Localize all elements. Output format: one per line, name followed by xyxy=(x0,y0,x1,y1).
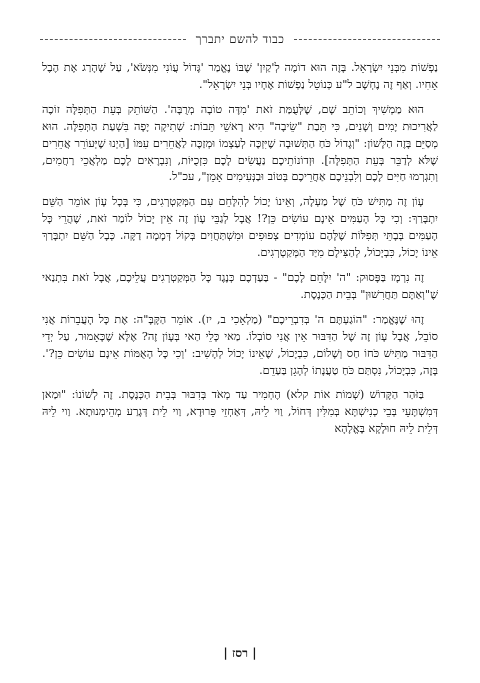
paragraph: בַּזֹּהַר הַקָּדוֹשׁ (שְׁמוֹת אוֹת קלא) הֶחְמִיר עַד מְאֹד בְּדִבּוּר בְּבֵית הַכְּנֶסֶת. זֶה לְשׁוֹנוֹ: "וּמַאן דְּמִשְׁתָּעֵי בְּבֵי כְנִישְׁתָּא בְּמִלִּין דְּחוֹל, וַוי לֵיהּ, דְּאַחְזֵי פֵּרוּדָא, וַוי לֵית דְּגָרַע מְהֵימְנוּתָא. וַוי לֵיהּ דְּלֵית לֵיהּ חוּלָקָא בֶּאֱלָהָא xyxy=(42,388,438,436)
header-rule-right xyxy=(294,39,440,40)
page-number: | רסז | xyxy=(223,646,257,660)
paragraph: זֶה נִרְמָז בַּפָּסוּק: "ה' יִלָּחֵם לָכֶם" - בַּעַדְכֶם כְּנֶגֶד כָּל הַמְּקַטְרְגִים עֲלֵיכֶם, אֲבָל זֹאת בִּתְנַאי שֶׁ"וְאַתֶּם תַּחֲרִשׁוּן" בְּבֵית הַכְּנֶסֶת. xyxy=(42,270,438,301)
paragraph: נַפְשׁוֹת מִבְּנֵי יִשְׂרָאֵל. בָּזֶה הוּא דוֹמֶה לְ'קַיִן' שֶׁבּוֹ נֶאֱמַר 'גָּדוֹל עֲוֹנִי מִנְּשֹׂא', עַל שֶׁהָרַג אֶת הֶבֶל אָחִיו. וְאַף זֶה נֶחְשָׁב ל"ע כְּנוֹטֵל נַפְשׁוֹת אֶחָיו בְּנֵי יִשְׂרָאֵל". xyxy=(42,61,438,91)
paragraph: עָוֹן זֶה מַתִּישׁ כֹּחַ שֶׁל מַעְלָה, וְאֵינוֹ יָכוֹל לְהִלָּחֵם עִם הַמְּקַטְרְגִים, כִּי בְּכָל עָוֹן אוֹמֵר הַשֵּׁם יִתְבָּרַךְ: וְכִי כָּל הָעַמִּים אֵינָם עוֹשִׂים כֵּן?! אֲבָל לְגַבֵּי עָוֹן זֶה אֵין יָכוֹל לוֹמַר זֹאת, שֶׁהֲרֵי כָּל הָעַמִּים בְּבָתֵּי תְּפִלּוֹת שֶׁלָּהֶם עוֹמְדִים צְפוּפִים וּמִשְׁתַּחֲוִים בְּקוֹל דְּמָמָה דַקָּה. כְּבָל הַשֵּׁם יִתְבָּרַךְ אֵינוֹ יָכוֹל, כִּבְיָכוֹל, לְהַצִּילָם מִיַּד הַמְּקַטְרְגִים. xyxy=(42,195,438,260)
running-header xyxy=(40,30,440,48)
header-title: כבוד להשם יתברך xyxy=(195,32,285,46)
body-text xyxy=(42,60,438,640)
paragraph: זֶהוּ שֶׁנֶּאֱמַר: "הוֹגַעְתֶּם ה' בְּדִבְרֵיכֶם" (מַלְאָכִי ב, יז). אוֹמֵר הַקָּבָּ"ה: אֶת כָּל הָעֲבֵרוֹת אֲנִי סוֹבֵל, אֲבָל עָוֹן זֶה שֶׁל הַדִּבּוּר אֵין אֲנִי סוֹבְלוֹ. מַאי כָּלֵי הַאי בְּעָוֹן זֶה? אֶלָּא שֶׁכָּאָמוּר, עַל יְדֵי הַדִּבּוּר מַתִּישׁ כֹּחוֹ חַס וְשָׁלוֹם, כִּבְיָכוֹל, שֶׁאֵינוֹ יָכוֹל לְהָשִׁיב: 'וְכִי כָּל הָאֻמּוֹת אֵינָם עוֹשִׂים כֵּן?'. בָּזֶה, כִּבְיָכוֹל, נִסְתַּם כֹּחַ טַעֲנָתוֹ לְהָגֵן בַּעַדֵם. xyxy=(42,312,438,377)
paragraph: הוּא מַמְשִׁיךְ וְכוֹתֵב שָׁם, שֶׁלְּעֻמַּת זֹאת 'מִדָּה טוֹבָה מְרֻבָּה'. הַשּׁוֹתֵק בְּעֵת הַתְּפִלָּה זוֹכֶה לַאֲרִיכוּת יָמִים וְשָׁנִים, כִּי תֵּבַת "שֵׂיבָה" הִיא רָאשֵׁי תֵּבוֹת: שְׁתִיקָה יָפָה בִּשְׁעַת הַתְּפִלָּה. הוּא מְסַיֵּם בָּזֶה הַלָּשׁוֹן: "וְגָדוֹל כֹּחַ הַתְּשׁוּבָה שֶׁיִּזְכֶּה לְעַצְמוֹ וּמְזַכֶּה לַאֲחֵרִים עִמּוֹ [הַיְנוּ שֶׁיְּעוֹרֵר אֲחֵרִים שֶׁלֹּא לְדַבֵּר בְּעֵת הַתְּפִלָּה]. וּזְדוֹנוֹתֵיכֶם נַעֲשִׂים לָכֶם כִּזְכֻיּוֹת, וְנִבְרָאִים לָכֶם מַלְאֲכֵי רַחֲמִים, וְתִגְרְמוּ חַיִּים לָכֶם וְלִבְנֵיכֶם אַחֲרֵיכֶם בְּטוֹב וּבַנְּעִימִים אָמֵן", עכ"ל. xyxy=(42,102,438,184)
header-rule-left xyxy=(40,39,186,40)
